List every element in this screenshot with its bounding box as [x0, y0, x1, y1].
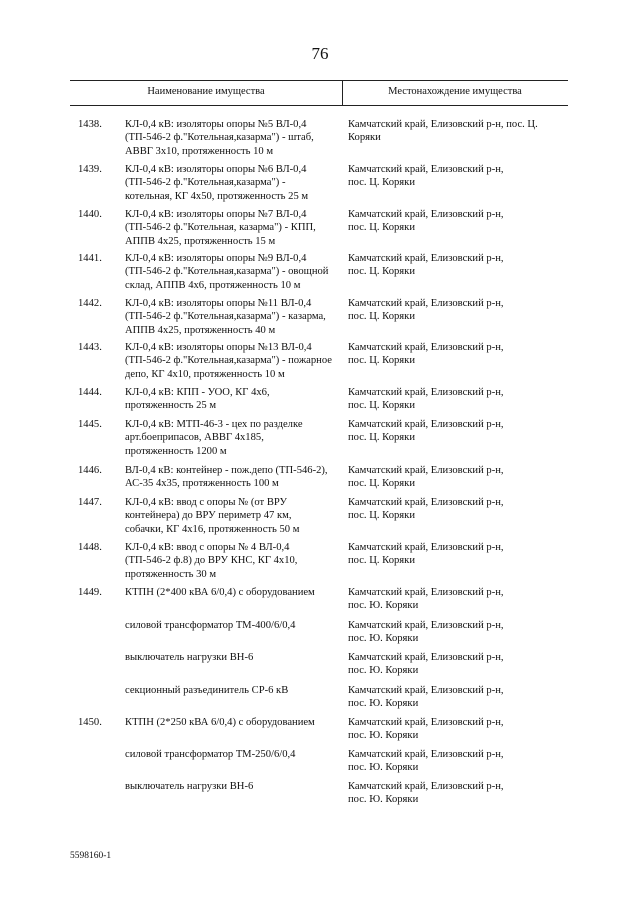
property-name — [125, 252, 340, 292]
property-name — [125, 684, 340, 697]
property-name-line: КЛ-0,4 кВ: изоляторы опоры №7 ВЛ-0,4 — [125, 209, 307, 220]
property-name-line: КТПН (2*250 кВА 6/0,4) с оборудованием — [125, 717, 315, 728]
row-number: 1445. — [78, 419, 102, 430]
property-name-line: (ТП-546-2 ф."Котельная,казарма") - казарма, — [125, 311, 326, 323]
property-name-line: секционный разъединитель СР-6 кВ — [125, 685, 289, 696]
property-location — [348, 464, 578, 491]
property-name-line: КЛ-0,4 кВ: КПП - УОО, КГ 4х6, — [125, 387, 270, 398]
property-location-line: Камчатский край, Елизовский р-н, — [348, 253, 504, 264]
property-location-line: Камчатский край, Елизовский р-н, — [348, 781, 504, 792]
property-name — [125, 651, 340, 664]
property-location — [348, 586, 578, 613]
row-number: 1439. — [78, 164, 102, 175]
property-location-line: Камчатский край, Елизовский р-н, — [348, 419, 504, 430]
property-name — [125, 464, 340, 491]
property-location-line: Камчатский край, Елизовский р-н, пос. Ц. — [348, 119, 538, 130]
property-location — [348, 418, 578, 445]
property-location-line: пос. Ц. Коряки — [348, 400, 415, 412]
property-name — [125, 496, 340, 536]
property-name-line: протяженность 30 м — [125, 568, 217, 580]
row-number: 1438. — [78, 119, 102, 130]
property-name-line: (ТП-546-2 ф."Котельная, казарма") - КПП, — [125, 222, 316, 234]
property-name-line: КЛ-0,4 кВ: изоляторы опоры №6 ВЛ-0,4 — [125, 164, 307, 175]
property-name-line: котельная, КГ 4х50, протяженность 25 м — [125, 190, 309, 202]
property-name-line: склад, АППВ 4х6, протяженность 10 м — [125, 279, 301, 291]
property-location — [348, 684, 578, 711]
property-name-line: депо, КГ 4х10, протяженность 10 м — [125, 368, 285, 380]
property-location-line: Камчатский край, Елизовский р-н, — [348, 497, 504, 508]
property-name-line: собачки, КГ 4х16, протяженность 50 м — [125, 523, 300, 535]
property-location-line: Камчатский край, Елизовский р-н, — [348, 749, 504, 760]
property-name-line: КЛ-0,4 кВ: МТП-46-3 - цех по разделке — [125, 419, 303, 430]
row-number: 1450. — [78, 717, 102, 728]
property-name-line: АППВ 4х25, протяженность 15 м — [125, 235, 276, 247]
property-location-line: пос. Ю. Коряки — [348, 698, 419, 710]
property-name-line: силовой трансформатор ТМ-250/6/0,4 — [125, 749, 296, 760]
column-header-name: Наименование имущества — [147, 86, 265, 97]
table-header — [70, 80, 568, 106]
row-number: 1442. — [78, 298, 102, 309]
property-name-line: (ТП-546-2 ф.8) до ВРУ КНС, КГ 4х10, — [125, 555, 298, 567]
property-location-line: Камчатский край, Елизовский р-н, — [348, 465, 504, 476]
property-location-line: пос. Ц. Коряки — [348, 311, 415, 323]
property-name-line: КЛ-0,4 кВ: ввод с опоры № (от ВРУ — [125, 497, 288, 508]
property-name — [125, 619, 340, 632]
property-location-line: Камчатский край, Елизовский р-н, — [348, 542, 504, 553]
property-name — [125, 297, 340, 337]
row-number: 1443. — [78, 342, 102, 353]
property-location — [348, 163, 578, 190]
property-name — [125, 748, 340, 761]
property-location — [348, 780, 578, 807]
property-name — [125, 716, 340, 729]
property-location — [348, 651, 578, 678]
property-name-line: КЛ-0,4 кВ: изоляторы опоры №11 ВЛ-0,4 — [125, 298, 312, 309]
property-location — [348, 619, 578, 646]
property-location-line: пос. Ц. Коряки — [348, 478, 415, 490]
property-location-line: пос. Ю. Коряки — [348, 762, 419, 774]
property-location — [348, 341, 578, 368]
property-name — [125, 163, 340, 203]
property-location — [348, 541, 578, 568]
property-name-line: КЛ-0,4 кВ: ввод с опоры № 4 ВЛ-0,4 — [125, 542, 290, 553]
property-name-line: КЛ-0,4 кВ: изоляторы опоры №5 ВЛ-0,4 — [125, 119, 307, 130]
row-number: 1441. — [78, 253, 102, 264]
property-location — [348, 297, 578, 324]
property-location — [348, 252, 578, 279]
property-name-line: (ТП-546-2 ф."Котельная,казарма") - пожарное — [125, 355, 332, 367]
property-location — [348, 118, 578, 145]
property-location — [348, 208, 578, 235]
property-location-line: пос. Ю. Коряки — [348, 600, 419, 612]
property-name — [125, 208, 340, 248]
property-name-line: контейнера) до ВРУ периметр 47 км, — [125, 510, 292, 522]
property-name — [125, 780, 340, 793]
property-location-line: пос. Ю. Коряки — [348, 794, 419, 806]
property-name-line: протяженность 1200 м — [125, 445, 227, 457]
property-location-line: Камчатский край, Елизовский р-н, — [348, 164, 504, 175]
page-number: 76 — [311, 44, 329, 63]
property-name — [125, 118, 340, 158]
property-name-line: (ТП-546-2 ф."Котельная,казарма") - штаб, — [125, 132, 314, 144]
row-number: 1440. — [78, 209, 102, 220]
property-location-line: пос. Ц. Коряки — [348, 266, 415, 278]
property-name-line: арт.боеприпасов, АВВГ 4х185, — [125, 432, 264, 444]
property-name-line: выключатель нагрузки ВН-6 — [125, 652, 254, 663]
property-name-line: выключатель нагрузки ВН-6 — [125, 781, 254, 792]
property-name-line: протяженность 25 м — [125, 400, 217, 412]
property-name-line: АС-35 4х35, протяженность 100 м — [125, 478, 279, 490]
property-location-line: Камчатский край, Елизовский р-н, — [348, 620, 504, 631]
property-location-line: пос. Ю. Коряки — [348, 665, 419, 677]
property-name-line: КЛ-0,4 кВ: изоляторы опоры №13 ВЛ-0,4 — [125, 342, 312, 353]
property-location-line: пос. Ю. Коряки — [348, 633, 419, 645]
property-name — [125, 341, 340, 381]
document-code: 5598160-1 — [70, 851, 112, 861]
property-location-line: пос. Ц. Коряки — [348, 177, 415, 189]
property-name-line: АППВ 4х25, протяженность 40 м — [125, 324, 276, 336]
property-location-line: Камчатский край, Елизовский р-н, — [348, 298, 504, 309]
property-location-line: Камчатский край, Елизовский р-н, — [348, 717, 504, 728]
row-number: 1447. — [78, 497, 102, 508]
row-number: 1449. — [78, 587, 102, 598]
property-location — [348, 496, 578, 523]
property-location-line: Камчатский край, Елизовский р-н, — [348, 685, 504, 696]
property-location — [348, 716, 578, 743]
row-number: 1446. — [78, 465, 102, 476]
property-location-line: Коряки — [348, 132, 381, 144]
property-name-line: КТПН (2*400 кВА 6/0,4) с оборудованием — [125, 587, 315, 598]
property-location-line: пос. Ц. Коряки — [348, 510, 415, 522]
property-location — [348, 748, 578, 775]
row-number: 1444. — [78, 387, 102, 398]
property-name-line: ВЛ-0,4 кВ: контейнер - пож.депо (ТП-546-2), — [125, 465, 328, 476]
property-location-line: Камчатский край, Елизовский р-н, — [348, 587, 504, 598]
property-name — [125, 586, 340, 599]
row-number: 1448. — [78, 542, 102, 553]
property-name-line: КЛ-0,4 кВ: изоляторы опоры №9 ВЛ-0,4 — [125, 253, 307, 264]
property-location-line: пос. Ц. Коряки — [348, 432, 415, 444]
property-location — [348, 386, 578, 413]
property-name — [125, 386, 340, 413]
property-location-line: пос. Ц. Коряки — [348, 355, 415, 367]
property-location-line: пос. Ю. Коряки — [348, 730, 419, 742]
property-name-line: (ТП-546-2 ф."Котельная,казарма") - — [125, 177, 286, 189]
property-location-line: Камчатский край, Елизовский р-н, — [348, 342, 504, 353]
property-name — [125, 418, 340, 458]
property-location-line: Камчатский край, Елизовский р-н, — [348, 387, 504, 398]
column-header-location: Местонахождение имущества — [388, 86, 522, 97]
property-name-line: АВВГ 3х10, протяженность 10 м — [125, 145, 274, 157]
property-location-line: Камчатский край, Елизовский р-н, — [348, 652, 504, 663]
property-name-line: (ТП-546-2 ф."Котельная,казарма") - овощной — [125, 266, 329, 278]
property-location-line: Камчатский край, Елизовский р-н, — [348, 209, 504, 220]
property-location-line: пос. Ц. Коряки — [348, 555, 415, 567]
property-name-line: силовой трансформатор ТМ-400/6/0,4 — [125, 620, 296, 631]
property-name — [125, 541, 340, 581]
property-location-line: пос. Ц. Коряки — [348, 222, 415, 234]
